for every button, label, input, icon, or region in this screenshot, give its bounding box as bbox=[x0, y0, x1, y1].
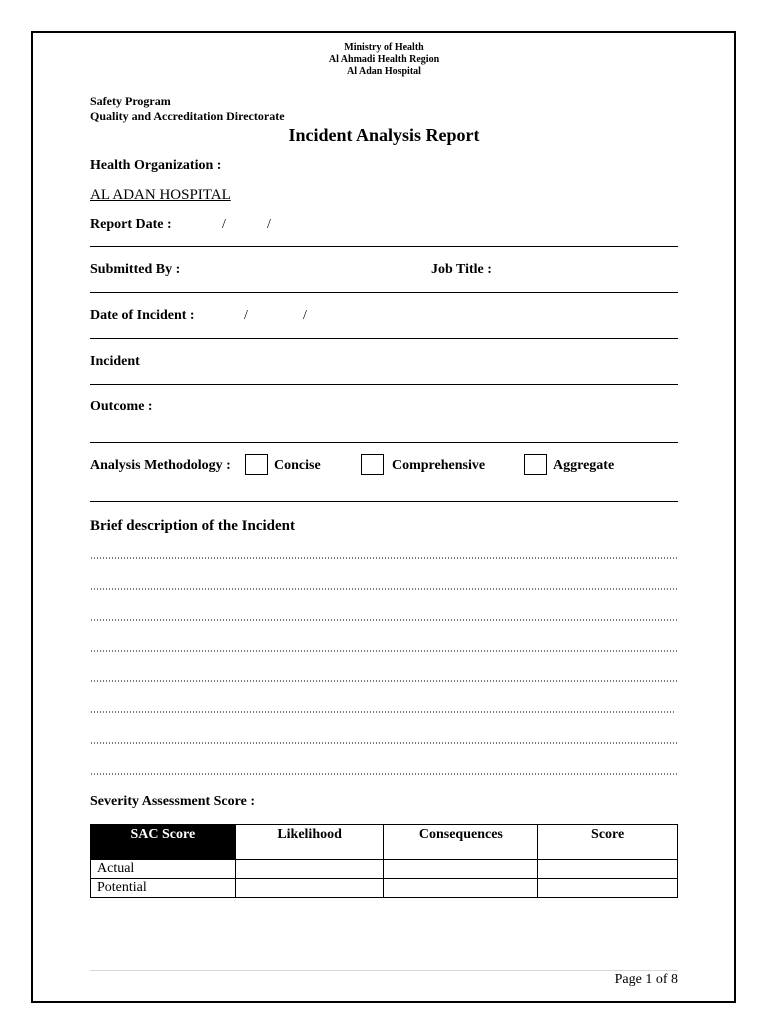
description-line-3 bbox=[90, 619, 678, 621]
health-org-label: Health Organization : bbox=[90, 158, 222, 173]
concise-label: Concise bbox=[274, 458, 321, 473]
table-row bbox=[91, 879, 678, 898]
sac-score-header: SAC Score bbox=[91, 825, 236, 860]
page-number: Page 1 of 8 bbox=[614, 972, 678, 987]
report-date-sep-2: / bbox=[267, 217, 271, 232]
incident-label: Incident bbox=[90, 354, 140, 369]
report-date-rule bbox=[90, 246, 678, 247]
page-title: Incident Analysis Report bbox=[288, 125, 480, 145]
outcome-label: Outcome : bbox=[90, 399, 153, 414]
methodology-label: Analysis Methodology : bbox=[90, 458, 231, 473]
actual-likelihood-cell[interactable] bbox=[235, 860, 384, 879]
potential-consequences-cell[interactable] bbox=[384, 879, 538, 898]
directorate-name: Quality and Accreditation Directorate bbox=[90, 109, 285, 123]
region-line: Al Ahmadi Health Region bbox=[328, 54, 440, 65]
description-line-4 bbox=[90, 650, 678, 652]
aggregate-label: Aggregate bbox=[553, 458, 615, 473]
table-row bbox=[91, 860, 678, 879]
actual-consequences-cell[interactable] bbox=[384, 860, 538, 879]
hospital-line: Al Adan Hospital bbox=[347, 66, 421, 77]
description-heading: Brief description of the Incident bbox=[90, 518, 295, 534]
program-name: Safety Program bbox=[90, 94, 171, 108]
report-date-label: Report Date : bbox=[90, 217, 172, 232]
comprehensive-checkbox[interactable] bbox=[361, 454, 384, 475]
actual-row-label: Actual bbox=[91, 860, 236, 879]
potential-likelihood-cell[interactable] bbox=[235, 879, 384, 898]
ministry-line: Ministry of Health bbox=[344, 42, 424, 53]
likelihood-header: Likelihood bbox=[235, 825, 384, 860]
comprehensive-label: Comprehensive bbox=[392, 458, 486, 473]
methodology-rule bbox=[90, 501, 678, 502]
job-title-label: Job Title : bbox=[431, 262, 492, 277]
description-line-1 bbox=[90, 557, 678, 559]
aggregate-checkbox[interactable] bbox=[524, 454, 547, 475]
date-of-incident-rule bbox=[90, 338, 678, 339]
date-of-incident-label: Date of Incident : bbox=[90, 308, 195, 323]
sac-header-row bbox=[91, 825, 678, 860]
consequences-header: Consequences bbox=[384, 825, 538, 860]
potential-score-cell[interactable] bbox=[538, 879, 678, 898]
incident-rule bbox=[90, 384, 678, 385]
actual-score-cell[interactable] bbox=[538, 860, 678, 879]
incident-date-sep-1: / bbox=[244, 308, 248, 323]
concise-checkbox[interactable] bbox=[245, 454, 268, 475]
description-line-6 bbox=[90, 711, 674, 713]
description-line-7 bbox=[90, 742, 678, 744]
health-org-value: AL ADAN HOSPITAL bbox=[90, 187, 231, 203]
sac-table bbox=[90, 824, 678, 898]
submitted-by-label: Submitted By : bbox=[90, 262, 181, 277]
description-line-8 bbox=[90, 773, 678, 775]
submitted-by-rule bbox=[90, 292, 678, 293]
potential-row-label: Potential bbox=[91, 879, 236, 898]
description-line-5 bbox=[90, 680, 678, 682]
report-date-sep-1: / bbox=[222, 217, 226, 232]
outcome-rule bbox=[90, 442, 678, 443]
severity-heading: Severity Assessment Score : bbox=[90, 794, 255, 809]
footer-divider bbox=[90, 970, 678, 971]
description-line-2 bbox=[90, 588, 678, 590]
incident-date-sep-2: / bbox=[303, 308, 307, 323]
score-header: Score bbox=[538, 825, 678, 860]
